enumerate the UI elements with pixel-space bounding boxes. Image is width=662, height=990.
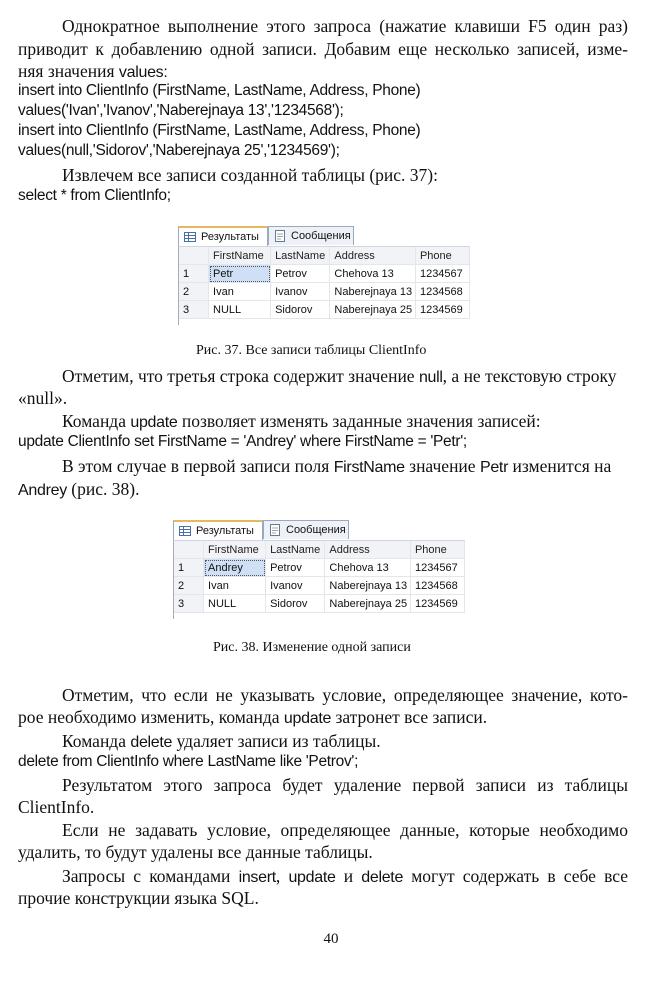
table-cell[interactable]: Naberejnaya 25 — [330, 301, 416, 319]
row-number[interactable]: 3 — [179, 301, 209, 319]
column-header[interactable]: LastName — [271, 247, 330, 265]
paragraph-line: Извлечем все записи созданной таблицы (рис. 37): — [62, 165, 438, 185]
paragraph-line: Отметим, что третья строка содержит значение null, а не текстовую строку — [62, 366, 617, 386]
column-header[interactable]: Phone — [410, 541, 464, 559]
paragraph-line: Команда delete удаляет записи из таблицы. — [62, 731, 381, 751]
tab-results[interactable] — [173, 520, 263, 541]
paragraph-line: Запросы с командами insert, update и delete могут содержать в себе все — [62, 866, 629, 886]
table-cell[interactable]: Petr — [209, 265, 271, 283]
row-number[interactable]: 3 — [174, 595, 204, 613]
table-cell[interactable]: NULL — [209, 301, 271, 319]
table-row — [174, 577, 465, 595]
code-line: update ClientInfo set FirstName = 'Andrey' where FirstName = 'Petr'; — [18, 433, 467, 450]
table-cell[interactable]: Ivan — [209, 283, 271, 301]
figure-caption: Рис. 37. Все записи таблицы ClientInfo — [196, 343, 427, 358]
paragraph-line: Результатом этого запроса будет удаление первой записи из таблицы — [62, 775, 628, 795]
table-cell[interactable]: 1234568 — [410, 577, 464, 595]
grid-header-row — [179, 247, 470, 265]
row-number[interactable]: 2 — [174, 577, 204, 595]
table-cell[interactable]: Sidorov — [266, 595, 325, 613]
table-cell[interactable]: Naberejnaya 13 — [325, 577, 411, 595]
column-header[interactable]: FirstName — [209, 247, 271, 265]
paragraph-line: Andrey (рис. 38). — [18, 479, 140, 499]
table-cell[interactable]: Ivan — [204, 577, 266, 595]
row-number-header — [179, 247, 209, 265]
table-row — [174, 559, 465, 577]
row-number[interactable]: 1 — [174, 559, 204, 577]
table-row — [174, 595, 465, 613]
grid-header-row — [174, 541, 465, 559]
paragraph-line: прочие конструкции языка SQL. — [18, 888, 259, 908]
paragraph-line: удалить, то будут удалены все данные таблицы. — [18, 842, 373, 862]
tab-messages[interactable] — [263, 520, 349, 539]
page-number: 40 — [323, 931, 339, 947]
table-row — [179, 301, 470, 319]
table-row — [179, 283, 470, 301]
paragraph-line: Однократное выполнение этого запроса (нажатие клавиши F5 один раз) — [62, 16, 628, 36]
table-cell[interactable]: Ivanov — [271, 283, 330, 301]
row-number[interactable]: 1 — [179, 265, 209, 283]
row-number[interactable]: 2 — [179, 283, 209, 301]
table-cell[interactable]: Petrov — [266, 559, 325, 577]
table-cell[interactable]: Ivanov — [266, 577, 325, 595]
table-row — [179, 265, 470, 283]
tab-messages[interactable] — [268, 226, 354, 245]
code-line: delete from ClientInfo where LastName like 'Petrov'; — [18, 753, 359, 770]
table-cell[interactable]: Naberejnaya 13 — [330, 283, 416, 301]
table-cell[interactable]: 1234569 — [410, 595, 464, 613]
column-header[interactable]: Address — [330, 247, 416, 265]
code-line: insert into ClientInfo (FirstName, LastName, Address, Phone) — [18, 122, 421, 139]
column-header[interactable]: Phone — [415, 247, 469, 265]
figure-caption: Рис. 38. Изменение одной записи — [213, 640, 411, 655]
paragraph-line: рое необходимо изменить, команда update затронет все записи. — [18, 707, 488, 727]
table-cell[interactable]: 1234567 — [410, 559, 464, 577]
table-cell[interactable]: 1234568 — [415, 283, 469, 301]
paragraph-line: няя значения values: — [18, 61, 168, 81]
paragraph-line: «null». — [18, 388, 68, 408]
tab-messages-label: Сообщения — [286, 524, 346, 536]
tab-messages-label: Сообщения — [291, 230, 351, 242]
code-line: select * from ClientInfo; — [18, 187, 171, 204]
code-line: values(null,'Sidorov','Naberejnaya 25','1234569'); — [18, 142, 340, 159]
code-line: values('Ivan','Ivanov','Naberejnaya 13','1234568'); — [18, 102, 344, 119]
paragraph-line: В этом случае в первой записи поля FirstName значение Petr изменится на — [62, 456, 612, 476]
column-header[interactable]: LastName — [266, 541, 325, 559]
paragraph-line: ClientInfo. — [18, 797, 95, 817]
row-number-header — [174, 541, 204, 559]
figure-37-results-grid — [178, 226, 470, 326]
message-icon — [269, 524, 281, 536]
table-cell[interactable]: 1234567 — [415, 265, 469, 283]
figure-38-results-grid — [173, 520, 465, 620]
tab-results[interactable] — [178, 226, 268, 247]
column-header[interactable]: Address — [325, 541, 411, 559]
grid-icon — [184, 231, 196, 243]
table-cell[interactable]: Chehova 13 — [330, 265, 416, 283]
paragraph-line: приводит к добавлению одной записи. Добавим еще несколько записей, изме- — [18, 39, 628, 59]
tab-results-label: Результаты — [201, 231, 259, 243]
table-cell[interactable]: Sidorov — [271, 301, 330, 319]
table-cell[interactable]: Petrov — [271, 265, 330, 283]
code-line: insert into ClientInfo (FirstName, LastName, Address, Phone) — [18, 82, 421, 99]
paragraph-line: Команда update позволяет изменять заданные значения записей: — [62, 411, 541, 431]
column-header[interactable]: FirstName — [204, 541, 266, 559]
paragraph-line: Если не задавать условие, определяющее данные, которые необходимо — [62, 820, 628, 840]
table-cell[interactable]: Chehova 13 — [325, 559, 411, 577]
table-cell[interactable]: Andrey — [204, 559, 266, 577]
table-cell[interactable]: NULL — [204, 595, 266, 613]
grid-icon — [179, 525, 191, 537]
table-cell[interactable]: Naberejnaya 25 — [325, 595, 411, 613]
message-icon — [274, 230, 286, 242]
table-cell[interactable]: 1234569 — [415, 301, 469, 319]
tab-results-label: Результаты — [196, 525, 254, 537]
paragraph-line: Отметим, что если не указывать условие, определяющее значение, кото- — [62, 685, 628, 705]
